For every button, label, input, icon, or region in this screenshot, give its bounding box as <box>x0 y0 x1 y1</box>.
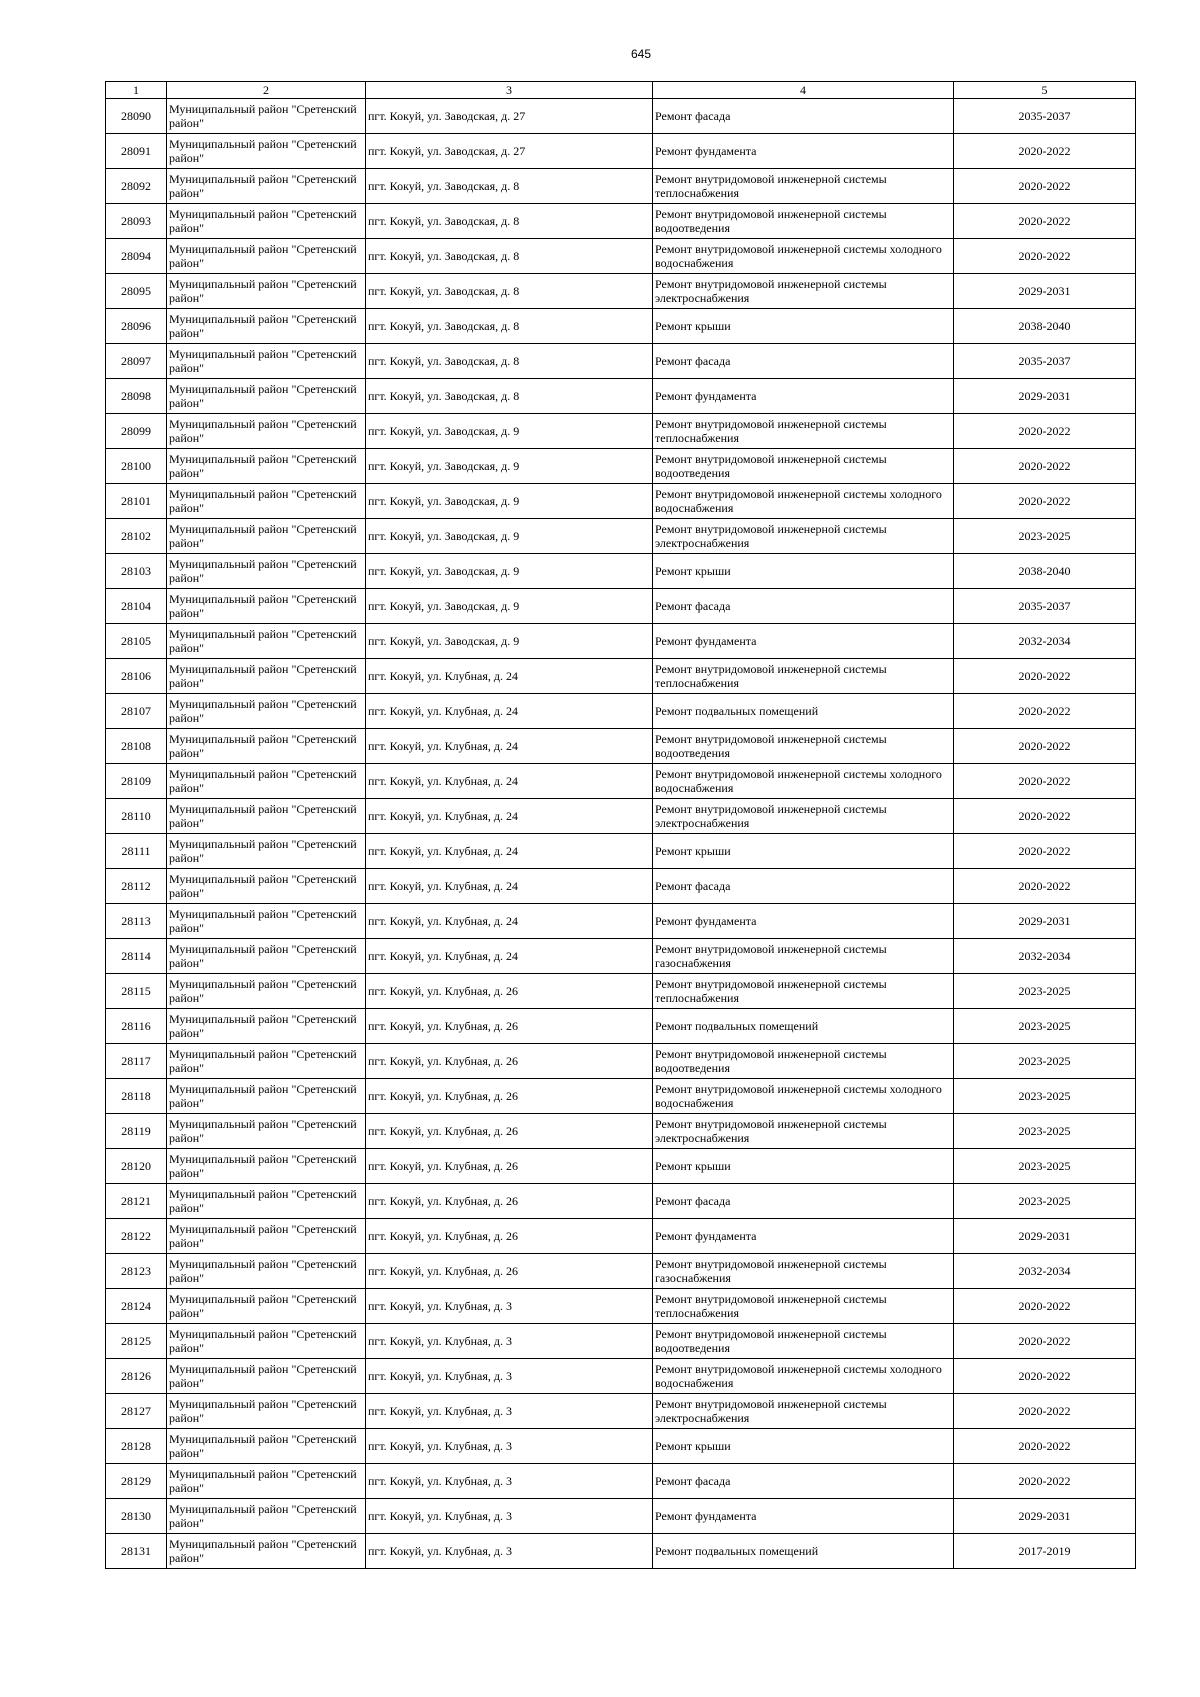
row-number-cell: 28125 <box>106 1324 167 1359</box>
years-cell: 2020-2022 <box>954 239 1136 274</box>
row-number-cell: 28103 <box>106 554 167 589</box>
address-cell: пгт. Кокуй, ул. Заводская, д. 9 <box>366 484 653 519</box>
row-number-cell: 28105 <box>106 624 167 659</box>
municipality-cell: Муниципальный район "Сретенский район" <box>167 1184 366 1219</box>
row-number-cell: 28106 <box>106 659 167 694</box>
years-cell: 2020-2022 <box>954 659 1136 694</box>
column-header-5: 5 <box>954 82 1136 99</box>
years-cell: 2020-2022 <box>954 1429 1136 1464</box>
work-type-cell: Ремонт крыши <box>653 1149 954 1184</box>
row-number-cell: 28107 <box>106 694 167 729</box>
row-number-cell: 28120 <box>106 1149 167 1184</box>
row-number-cell: 28114 <box>106 939 167 974</box>
municipality-cell: Муниципальный район "Сретенский район" <box>167 1324 366 1359</box>
work-type-cell: Ремонт внутридомовой инженерной системы водоотведения <box>653 449 954 484</box>
row-number-cell: 28118 <box>106 1079 167 1114</box>
row-number-cell: 28094 <box>106 239 167 274</box>
row-number-cell: 28108 <box>106 729 167 764</box>
address-cell: пгт. Кокуй, ул. Заводская, д. 9 <box>366 624 653 659</box>
municipality-cell: Муниципальный район "Сретенский район" <box>167 1254 366 1289</box>
municipality-cell: Муниципальный район "Сретенский район" <box>167 484 366 519</box>
table-row <box>106 1079 1136 1114</box>
years-cell: 2029-2031 <box>954 904 1136 939</box>
address-cell: пгт. Кокуй, ул. Клубная, д. 26 <box>366 1254 653 1289</box>
table-row <box>106 169 1136 204</box>
row-number-cell: 28104 <box>106 589 167 624</box>
address-cell: пгт. Кокуй, ул. Заводская, д. 9 <box>366 519 653 554</box>
table-row <box>106 414 1136 449</box>
address-cell: пгт. Кокуй, ул. Заводская, д. 9 <box>366 449 653 484</box>
work-type-cell: Ремонт фасада <box>653 869 954 904</box>
table-row <box>106 904 1136 939</box>
work-type-cell: Ремонт внутридомовой инженерной системы водоотведения <box>653 1324 954 1359</box>
address-cell: пгт. Кокуй, ул. Клубная, д. 3 <box>366 1359 653 1394</box>
table-row <box>106 519 1136 554</box>
years-cell: 2023-2025 <box>954 1149 1136 1184</box>
row-number-cell: 28109 <box>106 764 167 799</box>
table-row <box>106 834 1136 869</box>
row-number-cell: 28127 <box>106 1394 167 1429</box>
table-row <box>106 99 1136 134</box>
municipality-cell: Муниципальный район "Сретенский район" <box>167 414 366 449</box>
work-type-cell: Ремонт внутридомовой инженерной системы водоотведения <box>653 729 954 764</box>
years-cell: 2020-2022 <box>954 1324 1136 1359</box>
address-cell: пгт. Кокуй, ул. Клубная, д. 26 <box>366 1114 653 1149</box>
years-cell: 2020-2022 <box>954 449 1136 484</box>
row-number-cell: 28124 <box>106 1289 167 1324</box>
row-number-cell: 28100 <box>106 449 167 484</box>
row-number-cell: 28126 <box>106 1359 167 1394</box>
column-header-1: 1 <box>106 82 167 99</box>
address-cell: пгт. Кокуй, ул. Клубная, д. 24 <box>366 834 653 869</box>
years-cell: 2020-2022 <box>954 1464 1136 1499</box>
row-number-cell: 28095 <box>106 274 167 309</box>
row-number-cell: 28102 <box>106 519 167 554</box>
address-cell: пгт. Кокуй, ул. Клубная, д. 24 <box>366 904 653 939</box>
address-cell: пгт. Кокуй, ул. Клубная, д. 3 <box>366 1324 653 1359</box>
work-type-cell: Ремонт подвальных помещений <box>653 1009 954 1044</box>
table-row <box>106 589 1136 624</box>
row-number-cell: 28110 <box>106 799 167 834</box>
years-cell: 2029-2031 <box>954 1219 1136 1254</box>
municipality-cell: Муниципальный район "Сретенский район" <box>167 1464 366 1499</box>
table-row <box>106 1499 1136 1534</box>
municipality-cell: Муниципальный район "Сретенский район" <box>167 939 366 974</box>
address-cell: пгт. Кокуй, ул. Клубная, д. 24 <box>366 729 653 764</box>
address-cell: пгт. Кокуй, ул. Клубная, д. 3 <box>366 1534 653 1569</box>
years-cell: 2035-2037 <box>954 344 1136 379</box>
work-type-cell: Ремонт фундамента <box>653 134 954 169</box>
table-row <box>106 554 1136 589</box>
table-row <box>106 274 1136 309</box>
table-row <box>106 1009 1136 1044</box>
address-cell: пгт. Кокуй, ул. Заводская, д. 8 <box>366 309 653 344</box>
row-number-cell: 28093 <box>106 204 167 239</box>
table-row <box>106 379 1136 414</box>
municipality-cell: Муниципальный район "Сретенский район" <box>167 379 366 414</box>
years-cell: 2020-2022 <box>954 204 1136 239</box>
address-cell: пгт. Кокуй, ул. Клубная, д. 24 <box>366 939 653 974</box>
work-type-cell: Ремонт подвальных помещений <box>653 1534 954 1569</box>
row-number-cell: 28112 <box>106 869 167 904</box>
municipality-cell: Муниципальный район "Сретенский район" <box>167 1044 366 1079</box>
years-cell: 2023-2025 <box>954 1009 1136 1044</box>
years-cell: 2020-2022 <box>954 694 1136 729</box>
municipality-cell: Муниципальный район "Сретенский район" <box>167 1079 366 1114</box>
municipality-cell: Муниципальный район "Сретенский район" <box>167 729 366 764</box>
row-number-cell: 28091 <box>106 134 167 169</box>
row-number-cell: 28111 <box>106 834 167 869</box>
municipality-cell: Муниципальный район "Сретенский район" <box>167 1499 366 1534</box>
years-cell: 2023-2025 <box>954 519 1136 554</box>
row-number-cell: 28131 <box>106 1534 167 1569</box>
row-number-cell: 28123 <box>106 1254 167 1289</box>
address-cell: пгт. Кокуй, ул. Клубная, д. 26 <box>366 1149 653 1184</box>
table-row <box>106 1044 1136 1079</box>
work-type-cell: Ремонт внутридомовой инженерной системы теплоснабжения <box>653 169 954 204</box>
work-type-cell: Ремонт внутридомовой инженерной системы теплоснабжения <box>653 974 954 1009</box>
work-type-cell: Ремонт фундамента <box>653 379 954 414</box>
address-cell: пгт. Кокуй, ул. Заводская, д. 8 <box>366 344 653 379</box>
table-row <box>106 694 1136 729</box>
years-cell: 2020-2022 <box>954 834 1136 869</box>
municipality-cell: Муниципальный район "Сретенский район" <box>167 1009 366 1044</box>
work-type-cell: Ремонт внутридомовой инженерной системы электроснабжения <box>653 274 954 309</box>
work-type-cell: Ремонт фасада <box>653 589 954 624</box>
address-cell: пгт. Кокуй, ул. Клубная, д. 24 <box>366 799 653 834</box>
municipality-cell: Муниципальный район "Сретенский район" <box>167 239 366 274</box>
address-cell: пгт. Кокуй, ул. Клубная, д. 26 <box>366 1219 653 1254</box>
years-cell: 2020-2022 <box>954 414 1136 449</box>
table-row <box>106 1359 1136 1394</box>
municipality-cell: Муниципальный район "Сретенский район" <box>167 134 366 169</box>
address-cell: пгт. Кокуй, ул. Заводская, д. 8 <box>366 169 653 204</box>
address-cell: пгт. Кокуй, ул. Заводская, д. 27 <box>366 134 653 169</box>
years-cell: 2029-2031 <box>954 1499 1136 1534</box>
years-cell: 2032-2034 <box>954 624 1136 659</box>
address-cell: пгт. Кокуй, ул. Клубная, д. 3 <box>366 1394 653 1429</box>
municipality-cell: Муниципальный район "Сретенский район" <box>167 834 366 869</box>
row-number-cell: 28092 <box>106 169 167 204</box>
municipality-cell: Муниципальный район "Сретенский район" <box>167 764 366 799</box>
work-type-cell: Ремонт внутридомовой инженерной системы холодного водоснабжения <box>653 1079 954 1114</box>
address-cell: пгт. Кокуй, ул. Клубная, д. 24 <box>366 764 653 799</box>
table-row <box>106 204 1136 239</box>
table-row <box>106 974 1136 1009</box>
table-row <box>106 869 1136 904</box>
municipality-cell: Муниципальный район "Сретенский район" <box>167 799 366 834</box>
years-cell: 2020-2022 <box>954 134 1136 169</box>
table-row <box>106 1534 1136 1569</box>
municipality-cell: Муниципальный район "Сретенский район" <box>167 624 366 659</box>
address-cell: пгт. Кокуй, ул. Заводская, д. 8 <box>366 379 653 414</box>
table-row <box>106 624 1136 659</box>
municipality-cell: Муниципальный район "Сретенский район" <box>167 274 366 309</box>
address-cell: пгт. Кокуй, ул. Клубная, д. 26 <box>366 1044 653 1079</box>
address-cell: пгт. Кокуй, ул. Клубная, д. 3 <box>366 1429 653 1464</box>
municipality-cell: Муниципальный район "Сретенский район" <box>167 204 366 239</box>
work-type-cell: Ремонт фундамента <box>653 624 954 659</box>
table-row <box>106 1114 1136 1149</box>
table-row <box>106 764 1136 799</box>
table-row <box>106 729 1136 764</box>
table-row <box>106 449 1136 484</box>
work-type-cell: Ремонт внутридомовой инженерной системы холодного водоснабжения <box>653 1359 954 1394</box>
address-cell: пгт. Кокуй, ул. Заводская, д. 9 <box>366 554 653 589</box>
years-cell: 2020-2022 <box>954 869 1136 904</box>
row-number-cell: 28117 <box>106 1044 167 1079</box>
row-number-cell: 28128 <box>106 1429 167 1464</box>
years-cell: 2020-2022 <box>954 1359 1136 1394</box>
years-cell: 2020-2022 <box>954 169 1136 204</box>
row-number-cell: 28090 <box>106 99 167 134</box>
years-cell: 2020-2022 <box>954 764 1136 799</box>
address-cell: пгт. Кокуй, ул. Клубная, д. 24 <box>366 869 653 904</box>
table-row <box>106 1149 1136 1184</box>
municipality-cell: Муниципальный район "Сретенский район" <box>167 869 366 904</box>
table-row <box>106 1289 1136 1324</box>
work-type-cell: Ремонт внутридомовой инженерной системы холодного водоснабжения <box>653 484 954 519</box>
work-type-cell: Ремонт внутридомовой инженерной системы электроснабжения <box>653 519 954 554</box>
address-cell: пгт. Кокуй, ул. Заводская, д. 8 <box>366 239 653 274</box>
table-row <box>106 1464 1136 1499</box>
table-row <box>106 309 1136 344</box>
years-cell: 2029-2031 <box>954 379 1136 414</box>
row-number-cell: 28121 <box>106 1184 167 1219</box>
municipality-cell: Муниципальный район "Сретенский район" <box>167 554 366 589</box>
table-row <box>106 1429 1136 1464</box>
table-row <box>106 939 1136 974</box>
years-cell: 2020-2022 <box>954 729 1136 764</box>
municipality-cell: Муниципальный район "Сретенский район" <box>167 1359 366 1394</box>
municipality-cell: Муниципальный район "Сретенский район" <box>167 449 366 484</box>
row-number-cell: 28113 <box>106 904 167 939</box>
work-type-cell: Ремонт внутридомовой инженерной системы электроснабжения <box>653 1394 954 1429</box>
years-cell: 2038-2040 <box>954 554 1136 589</box>
address-cell: пгт. Кокуй, ул. Клубная, д. 3 <box>366 1289 653 1324</box>
work-type-cell: Ремонт фасада <box>653 99 954 134</box>
row-number-cell: 28116 <box>106 1009 167 1044</box>
municipality-cell: Муниципальный район "Сретенский район" <box>167 659 366 694</box>
years-cell: 2020-2022 <box>954 799 1136 834</box>
table-row <box>106 1394 1136 1429</box>
page-number: 645 <box>630 47 652 61</box>
work-type-cell: Ремонт внутридомовой инженерной системы водоотведения <box>653 204 954 239</box>
work-type-cell: Ремонт фасада <box>653 1184 954 1219</box>
work-type-cell: Ремонт внутридомовой инженерной системы теплоснабжения <box>653 1289 954 1324</box>
table-row <box>106 799 1136 834</box>
years-cell: 2020-2022 <box>954 1289 1136 1324</box>
repair-schedule-table <box>105 81 1136 1569</box>
years-cell: 2023-2025 <box>954 1184 1136 1219</box>
address-cell: пгт. Кокуй, ул. Клубная, д. 26 <box>366 1079 653 1114</box>
address-cell: пгт. Кокуй, ул. Клубная, д. 24 <box>366 659 653 694</box>
work-type-cell: Ремонт внутридомовой инженерной системы водоотведения <box>653 1044 954 1079</box>
address-cell: пгт. Кокуй, ул. Заводская, д. 9 <box>366 414 653 449</box>
years-cell: 2023-2025 <box>954 1044 1136 1079</box>
years-cell: 2035-2037 <box>954 99 1136 134</box>
table-row <box>106 1184 1136 1219</box>
years-cell: 2017-2019 <box>954 1534 1136 1569</box>
row-number-cell: 28119 <box>106 1114 167 1149</box>
address-cell: пгт. Кокуй, ул. Клубная, д. 26 <box>366 1184 653 1219</box>
work-type-cell: Ремонт фундамента <box>653 1499 954 1534</box>
row-number-cell: 28097 <box>106 344 167 379</box>
years-cell: 2038-2040 <box>954 309 1136 344</box>
row-number-cell: 28096 <box>106 309 167 344</box>
work-type-cell: Ремонт внутридомовой инженерной системы газоснабжения <box>653 939 954 974</box>
table-row <box>106 659 1136 694</box>
address-cell: пгт. Кокуй, ул. Клубная, д. 26 <box>366 974 653 1009</box>
address-cell: пгт. Кокуй, ул. Заводская, д. 8 <box>366 274 653 309</box>
table-row <box>106 239 1136 274</box>
municipality-cell: Муниципальный район "Сретенский район" <box>167 904 366 939</box>
work-type-cell: Ремонт крыши <box>653 554 954 589</box>
work-type-cell: Ремонт подвальных помещений <box>653 694 954 729</box>
municipality-cell: Муниципальный район "Сретенский район" <box>167 1289 366 1324</box>
column-number-header-row <box>106 82 1136 99</box>
municipality-cell: Муниципальный район "Сретенский район" <box>167 1219 366 1254</box>
row-number-cell: 28122 <box>106 1219 167 1254</box>
years-cell: 2035-2037 <box>954 589 1136 624</box>
column-header-2: 2 <box>167 82 366 99</box>
address-cell: пгт. Кокуй, ул. Заводская, д. 9 <box>366 589 653 624</box>
years-cell: 2020-2022 <box>954 484 1136 519</box>
years-cell: 2029-2031 <box>954 274 1136 309</box>
municipality-cell: Муниципальный район "Сретенский район" <box>167 1534 366 1569</box>
column-header-3: 3 <box>366 82 653 99</box>
address-cell: пгт. Кокуй, ул. Клубная, д. 3 <box>366 1499 653 1534</box>
work-type-cell: Ремонт внутридомовой инженерной системы электроснабжения <box>653 799 954 834</box>
work-type-cell: Ремонт внутридомовой инженерной системы газоснабжения <box>653 1254 954 1289</box>
municipality-cell: Муниципальный район "Сретенский район" <box>167 344 366 379</box>
work-type-cell: Ремонт крыши <box>653 834 954 869</box>
address-cell: пгт. Кокуй, ул. Клубная, д. 26 <box>366 1009 653 1044</box>
work-type-cell: Ремонт крыши <box>653 1429 954 1464</box>
table-row <box>106 344 1136 379</box>
row-number-cell: 28129 <box>106 1464 167 1499</box>
municipality-cell: Муниципальный район "Сретенский район" <box>167 974 366 1009</box>
years-cell: 2023-2025 <box>954 1079 1136 1114</box>
municipality-cell: Муниципальный район "Сретенский район" <box>167 589 366 624</box>
municipality-cell: Муниципальный район "Сретенский район" <box>167 169 366 204</box>
municipality-cell: Муниципальный район "Сретенский район" <box>167 1429 366 1464</box>
work-type-cell: Ремонт фундамента <box>653 904 954 939</box>
address-cell: пгт. Кокуй, ул. Заводская, д. 27 <box>366 99 653 134</box>
years-cell: 2023-2025 <box>954 974 1136 1009</box>
work-type-cell: Ремонт фундамента <box>653 1219 954 1254</box>
work-type-cell: Ремонт внутридомовой инженерной системы теплоснабжения <box>653 659 954 694</box>
address-cell: пгт. Кокуй, ул. Заводская, д. 8 <box>366 204 653 239</box>
table-body <box>106 99 1136 1569</box>
work-type-cell: Ремонт внутридомовой инженерной системы электроснабжения <box>653 1114 954 1149</box>
row-number-cell: 28115 <box>106 974 167 1009</box>
address-cell: пгт. Кокуй, ул. Клубная, д. 3 <box>366 1464 653 1499</box>
row-number-cell: 28098 <box>106 379 167 414</box>
municipality-cell: Муниципальный район "Сретенский район" <box>167 1114 366 1149</box>
row-number-cell: 28101 <box>106 484 167 519</box>
table-row <box>106 1219 1136 1254</box>
row-number-cell: 28099 <box>106 414 167 449</box>
municipality-cell: Муниципальный район "Сретенский район" <box>167 99 366 134</box>
municipality-cell: Муниципальный район "Сретенский район" <box>167 1149 366 1184</box>
table-row <box>106 134 1136 169</box>
work-type-cell: Ремонт крыши <box>653 309 954 344</box>
municipality-cell: Муниципальный район "Сретенский район" <box>167 1394 366 1429</box>
column-header-4: 4 <box>653 82 954 99</box>
work-type-cell: Ремонт внутридомовой инженерной системы холодного водоснабжения <box>653 239 954 274</box>
years-cell: 2023-2025 <box>954 1114 1136 1149</box>
years-cell: 2020-2022 <box>954 1394 1136 1429</box>
municipality-cell: Муниципальный район "Сретенский район" <box>167 519 366 554</box>
table-row <box>106 1254 1136 1289</box>
work-type-cell: Ремонт фасада <box>653 1464 954 1499</box>
municipality-cell: Муниципальный район "Сретенский район" <box>167 694 366 729</box>
years-cell: 2032-2034 <box>954 1254 1136 1289</box>
table-row <box>106 1324 1136 1359</box>
address-cell: пгт. Кокуй, ул. Клубная, д. 24 <box>366 694 653 729</box>
work-type-cell: Ремонт внутридомовой инженерной системы холодного водоснабжения <box>653 764 954 799</box>
municipality-cell: Муниципальный район "Сретенский район" <box>167 309 366 344</box>
work-type-cell: Ремонт фасада <box>653 344 954 379</box>
years-cell: 2032-2034 <box>954 939 1136 974</box>
work-type-cell: Ремонт внутридомовой инженерной системы теплоснабжения <box>653 414 954 449</box>
table-row <box>106 484 1136 519</box>
row-number-cell: 28130 <box>106 1499 167 1534</box>
